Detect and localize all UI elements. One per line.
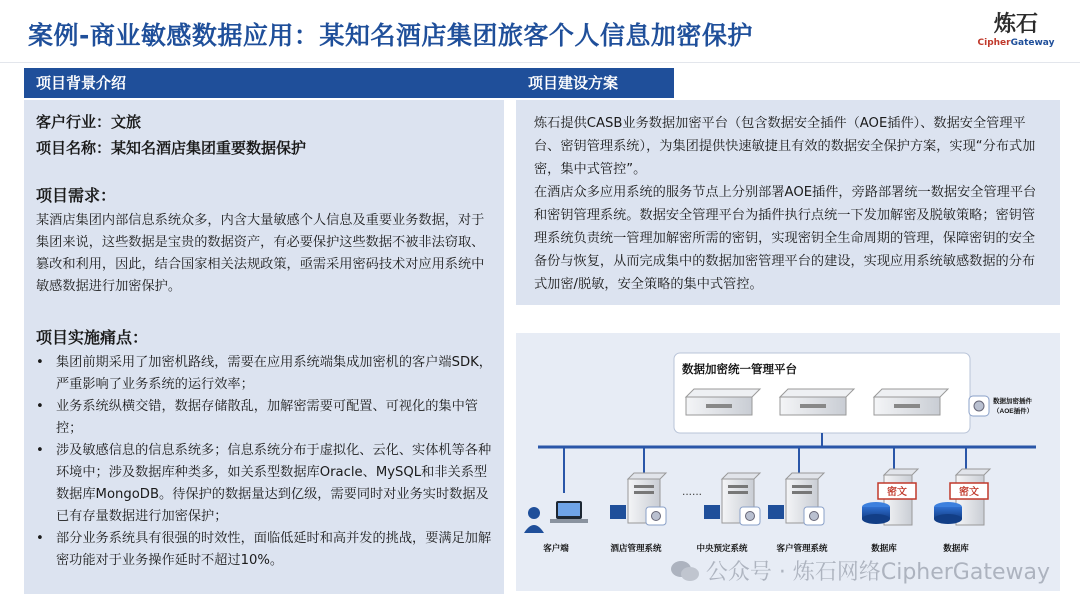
logo-text-cn: 炼石	[993, 12, 1038, 37]
server-tower-2	[704, 473, 760, 525]
pain-points-heading: 项目实施痛点：	[36, 328, 149, 347]
list-item: • 涉及敏感信息的信息系统多；信息系统分布于虚拟化、云化、实体机等各种环境中；涉及数据库种类多，如关系型数据库Oracle、MySQL和非关系型数据库MongoDB。待保护的数据量达到亿级，需要同时对业务实时数据及已有存量数据进行加密保护；	[28, 440, 494, 528]
node-label-crm-system: 客户管理系统	[776, 543, 828, 553]
tab-construction-plan: 项目建设方案	[516, 68, 674, 98]
node-label-database-1: 数据库	[871, 543, 897, 553]
customer-industry: 客户行业：文旅	[36, 113, 142, 131]
project-name: 项目名称：某知名酒店集团重要数据保护	[36, 139, 307, 157]
header-divider	[0, 62, 1080, 63]
list-item: • 部分业务系统具有很强的时效性，面临低延时和高并发的挑战，要满足加解密功能对于业务操作延时不超过10%。	[28, 528, 494, 572]
plugin-label-2: （AOE插件）	[993, 408, 1034, 415]
server-tower-3	[768, 473, 824, 525]
client-icon	[524, 501, 588, 533]
database-1	[862, 469, 918, 525]
node-label-database-2: 数据库	[943, 543, 969, 553]
wechat-icon	[670, 559, 700, 583]
cipher-tag-2: 密文	[959, 487, 979, 498]
rack-device-3	[874, 389, 948, 415]
ellipsis: ......	[682, 484, 703, 498]
pain-points-list	[28, 352, 494, 572]
plugin-label-1: 数据加密插件	[993, 398, 1032, 405]
logo-text-en: CipherGateway	[977, 38, 1055, 48]
cipher-tag-1: 密文	[887, 487, 907, 498]
brand-logo	[976, 12, 1056, 49]
tab-project-background: 项目背景介绍	[24, 68, 522, 98]
architecture-svg	[516, 333, 1060, 591]
watermark	[670, 555, 1050, 586]
plan-paragraph-2: 在酒店众多应用系统的服务节点上分别部署AOE插件，旁路部署统一数据安全管理平台和密钥管理系统。数据安全管理平台为插件执行点统一下发加解密及脱敏策略；密钥管理系统负责统一管理加解密所需的密钥，实现密钥全生命周期的管理，保障密钥的安全备份与恢复，从而完成集中的数据加密管理平台的建设，实现应用系统敏感数据的分布式加密/脱敏，安全策略的集中式管控。	[534, 185, 1037, 292]
plan-paragraph-1: 炼石提供CASB业务数据加密平台（包含数据安全插件（AOE插件）、数据安全管理平台、密钥管理系统），为集团提供快速敏捷且有效的数据安全保护方案，实现“分布式加密，集中式管控”。	[534, 116, 1036, 177]
list-item: • 集团前期采用了加密机路线，需要在应用系统端集成加密机的客户端SDK，严重影响了业务系统的运行效率；	[28, 352, 494, 396]
list-item: • 业务系统纵横交错，数据存储散乱，加解密需要可配置、可视化的集中管控；	[28, 396, 494, 440]
database-2	[934, 469, 990, 525]
plan-text	[534, 112, 1044, 296]
demand-text: 某酒店集团内部信息系统众多，内含大量敏感个人信息及重要业务数据，对于集团来说，这些数据是宝贵的数据资产，有必要保护这些数据不被非法窃取、篡改和利用，因此，结合国家相关法规政策，亟需采用密码技术对应用系统中敏感数据进行加密保护。	[36, 213, 485, 294]
architecture-diagram	[516, 333, 1060, 591]
watermark-text: 公众号 · 炼石网络CipherGateway	[705, 560, 1050, 585]
node-label-client: 客户端	[543, 543, 569, 553]
project-background-panel	[24, 100, 504, 594]
rack-device-1	[686, 389, 760, 415]
rack-device-2	[780, 389, 854, 415]
node-label-hotel-system: 酒店管理系统	[610, 543, 662, 553]
server-tower-1	[610, 473, 666, 525]
construction-plan-panel	[516, 100, 1060, 305]
demand-heading: 项目需求：	[36, 186, 117, 205]
page-title: 案例-商业敏感数据应用：某知名酒店集团旅客个人信息加密保护	[28, 21, 753, 50]
node-label-reservation-system: 中央预定系统	[696, 543, 748, 553]
platform-label: 数据加密统一管理平台	[682, 364, 797, 376]
